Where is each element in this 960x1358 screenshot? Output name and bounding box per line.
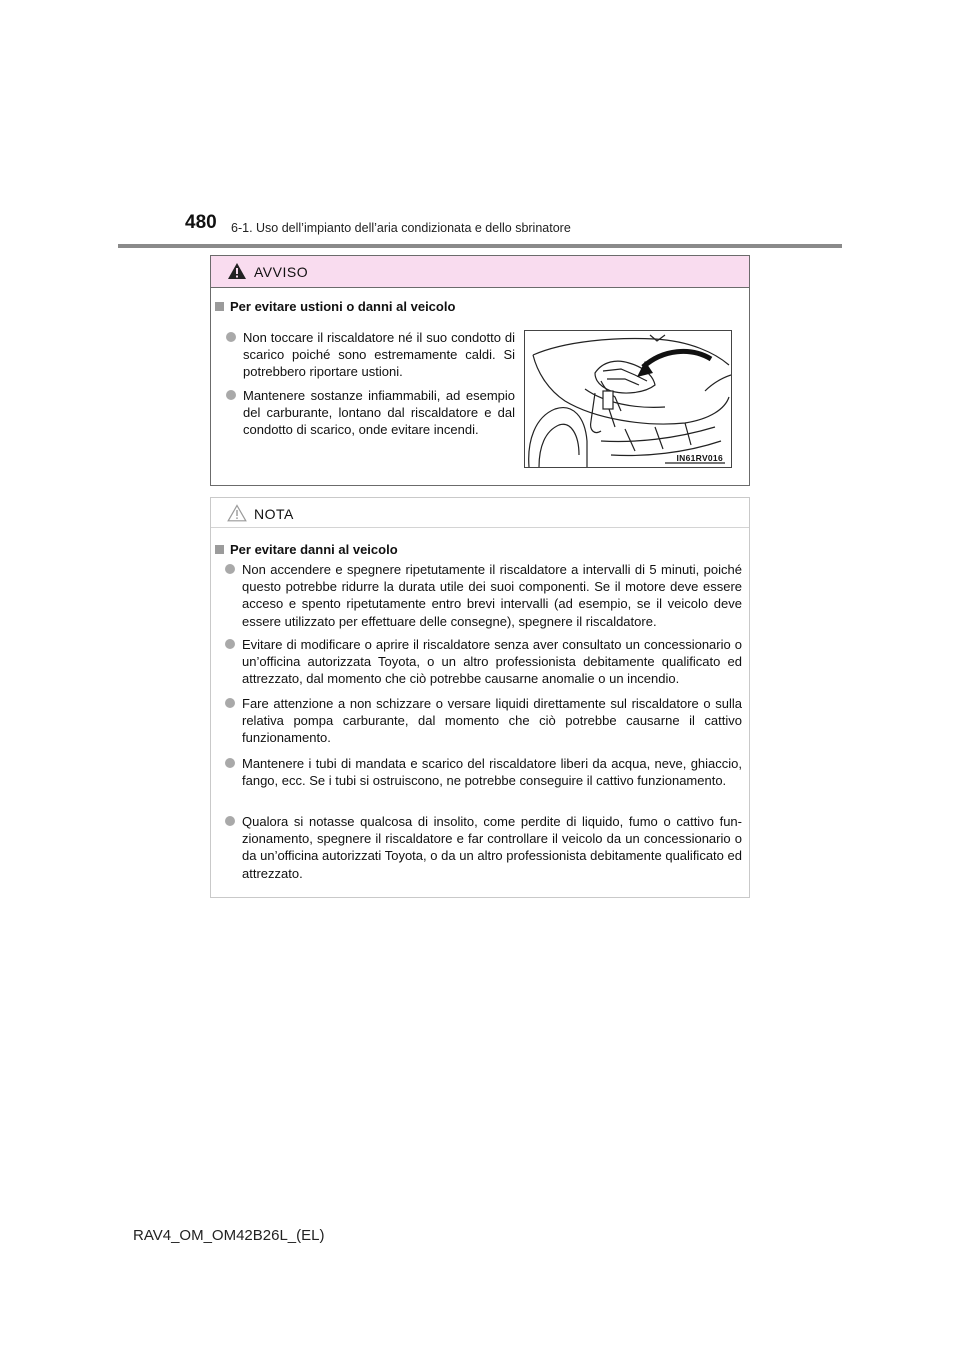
note-item	[242, 636, 742, 688]
bullet-icon	[225, 564, 235, 574]
warning-item-text: Non toccare il riscaldatore né il suo condotto di scarico poiché sono estremamente caldi. Si potrebbero riportare ustioni.	[243, 330, 515, 380]
warning-section-text: Per evitare ustioni o danni al veicolo	[230, 299, 456, 314]
car-front-heater-illustration	[525, 331, 731, 467]
bullet-icon	[225, 698, 235, 708]
note-item	[242, 755, 742, 789]
note-item-text: Fare attenzione a non schizzare o versare liquidi direttamente sul riscaldatore o sulla relativa pompa carburante, dal momento che ciò potrebbe causarne il cattivo funzionamento.	[242, 696, 742, 746]
warning-triangle-icon	[227, 262, 247, 280]
note-item	[242, 561, 742, 630]
warning-header	[211, 256, 749, 288]
heater-figure	[524, 330, 732, 468]
note-section-title	[215, 542, 398, 557]
note-item-text: Evitare di modificare o aprire il riscaldatore senza aver consultato un concessionario o un’officina autorizzata Toyota, o un altro professionista debitamente qualificato ed attrezzato, dal momento che ciò potrebbe causarne anomalie o un incendio.	[242, 637, 742, 687]
bullet-icon	[225, 758, 235, 768]
footer-code: RAV4_OM_OM42B26L_(EL)	[133, 1227, 325, 1244]
bullet-icon	[225, 639, 235, 649]
warning-item	[243, 329, 515, 381]
page-number: 480	[185, 212, 217, 233]
warning-item	[243, 387, 515, 439]
note-item-text: Mantenere i tubi di mandata e scarico del riscaldatore liberi da acqua, neve, ghiaccio, fango, ecc. Se i tubi si ostruiscono, ne potrebbe conseguire il cattivo funzionamento.	[242, 756, 742, 789]
warning-item-text: Mantenere sostanze infiammabili, ad esempio del carburante, lontano dal riscaldatore e dal condotto di scarico, onde evitare incendi.	[243, 388, 515, 438]
bullet-icon	[226, 390, 236, 400]
bullet-icon	[226, 332, 236, 342]
note-header	[211, 498, 749, 528]
note-item-text: Qualora si notasse qualcosa di insolito, come perdite di liquido, fumo o cattivo funzionamento, spegnere il riscaldatore e far controllare il veicolo da un concessionario o da un’officina autorizzati Toyota, o da un altro professionista debitamente qualificato ed attrezzato.	[242, 814, 742, 881]
header-rule	[118, 244, 842, 248]
note-title: NOTA	[254, 506, 294, 522]
note-item	[242, 813, 742, 882]
chapter-title: 6-1. Uso dell’impianto dell’aria condizionata e dello sbrinatore	[231, 221, 571, 235]
bullet-icon	[225, 816, 235, 826]
square-bullet-icon	[215, 302, 224, 311]
note-item-text: Non accendere e spegnere ripetutamente il riscaldatore a intervalli di 5 minuti, poiché questo potrebbe ridurre la durata utile dei suoi componenti. Se il motore deve essere acceso e spento ripetutamente entro brevi intervalli (ad esempio, se il veicolo deve essere utilizzato per effettuare delle consegne), spegnere il riscaldatore.	[242, 562, 742, 629]
note-section-text: Per evitare danni al veicolo	[230, 542, 398, 557]
note-item	[242, 695, 742, 747]
warning-title: AVVISO	[254, 264, 309, 280]
warning-section-title	[215, 299, 455, 314]
caution-triangle-icon	[227, 504, 247, 522]
figure-code: IN61RV016	[676, 453, 723, 463]
square-bullet-icon	[215, 545, 224, 554]
